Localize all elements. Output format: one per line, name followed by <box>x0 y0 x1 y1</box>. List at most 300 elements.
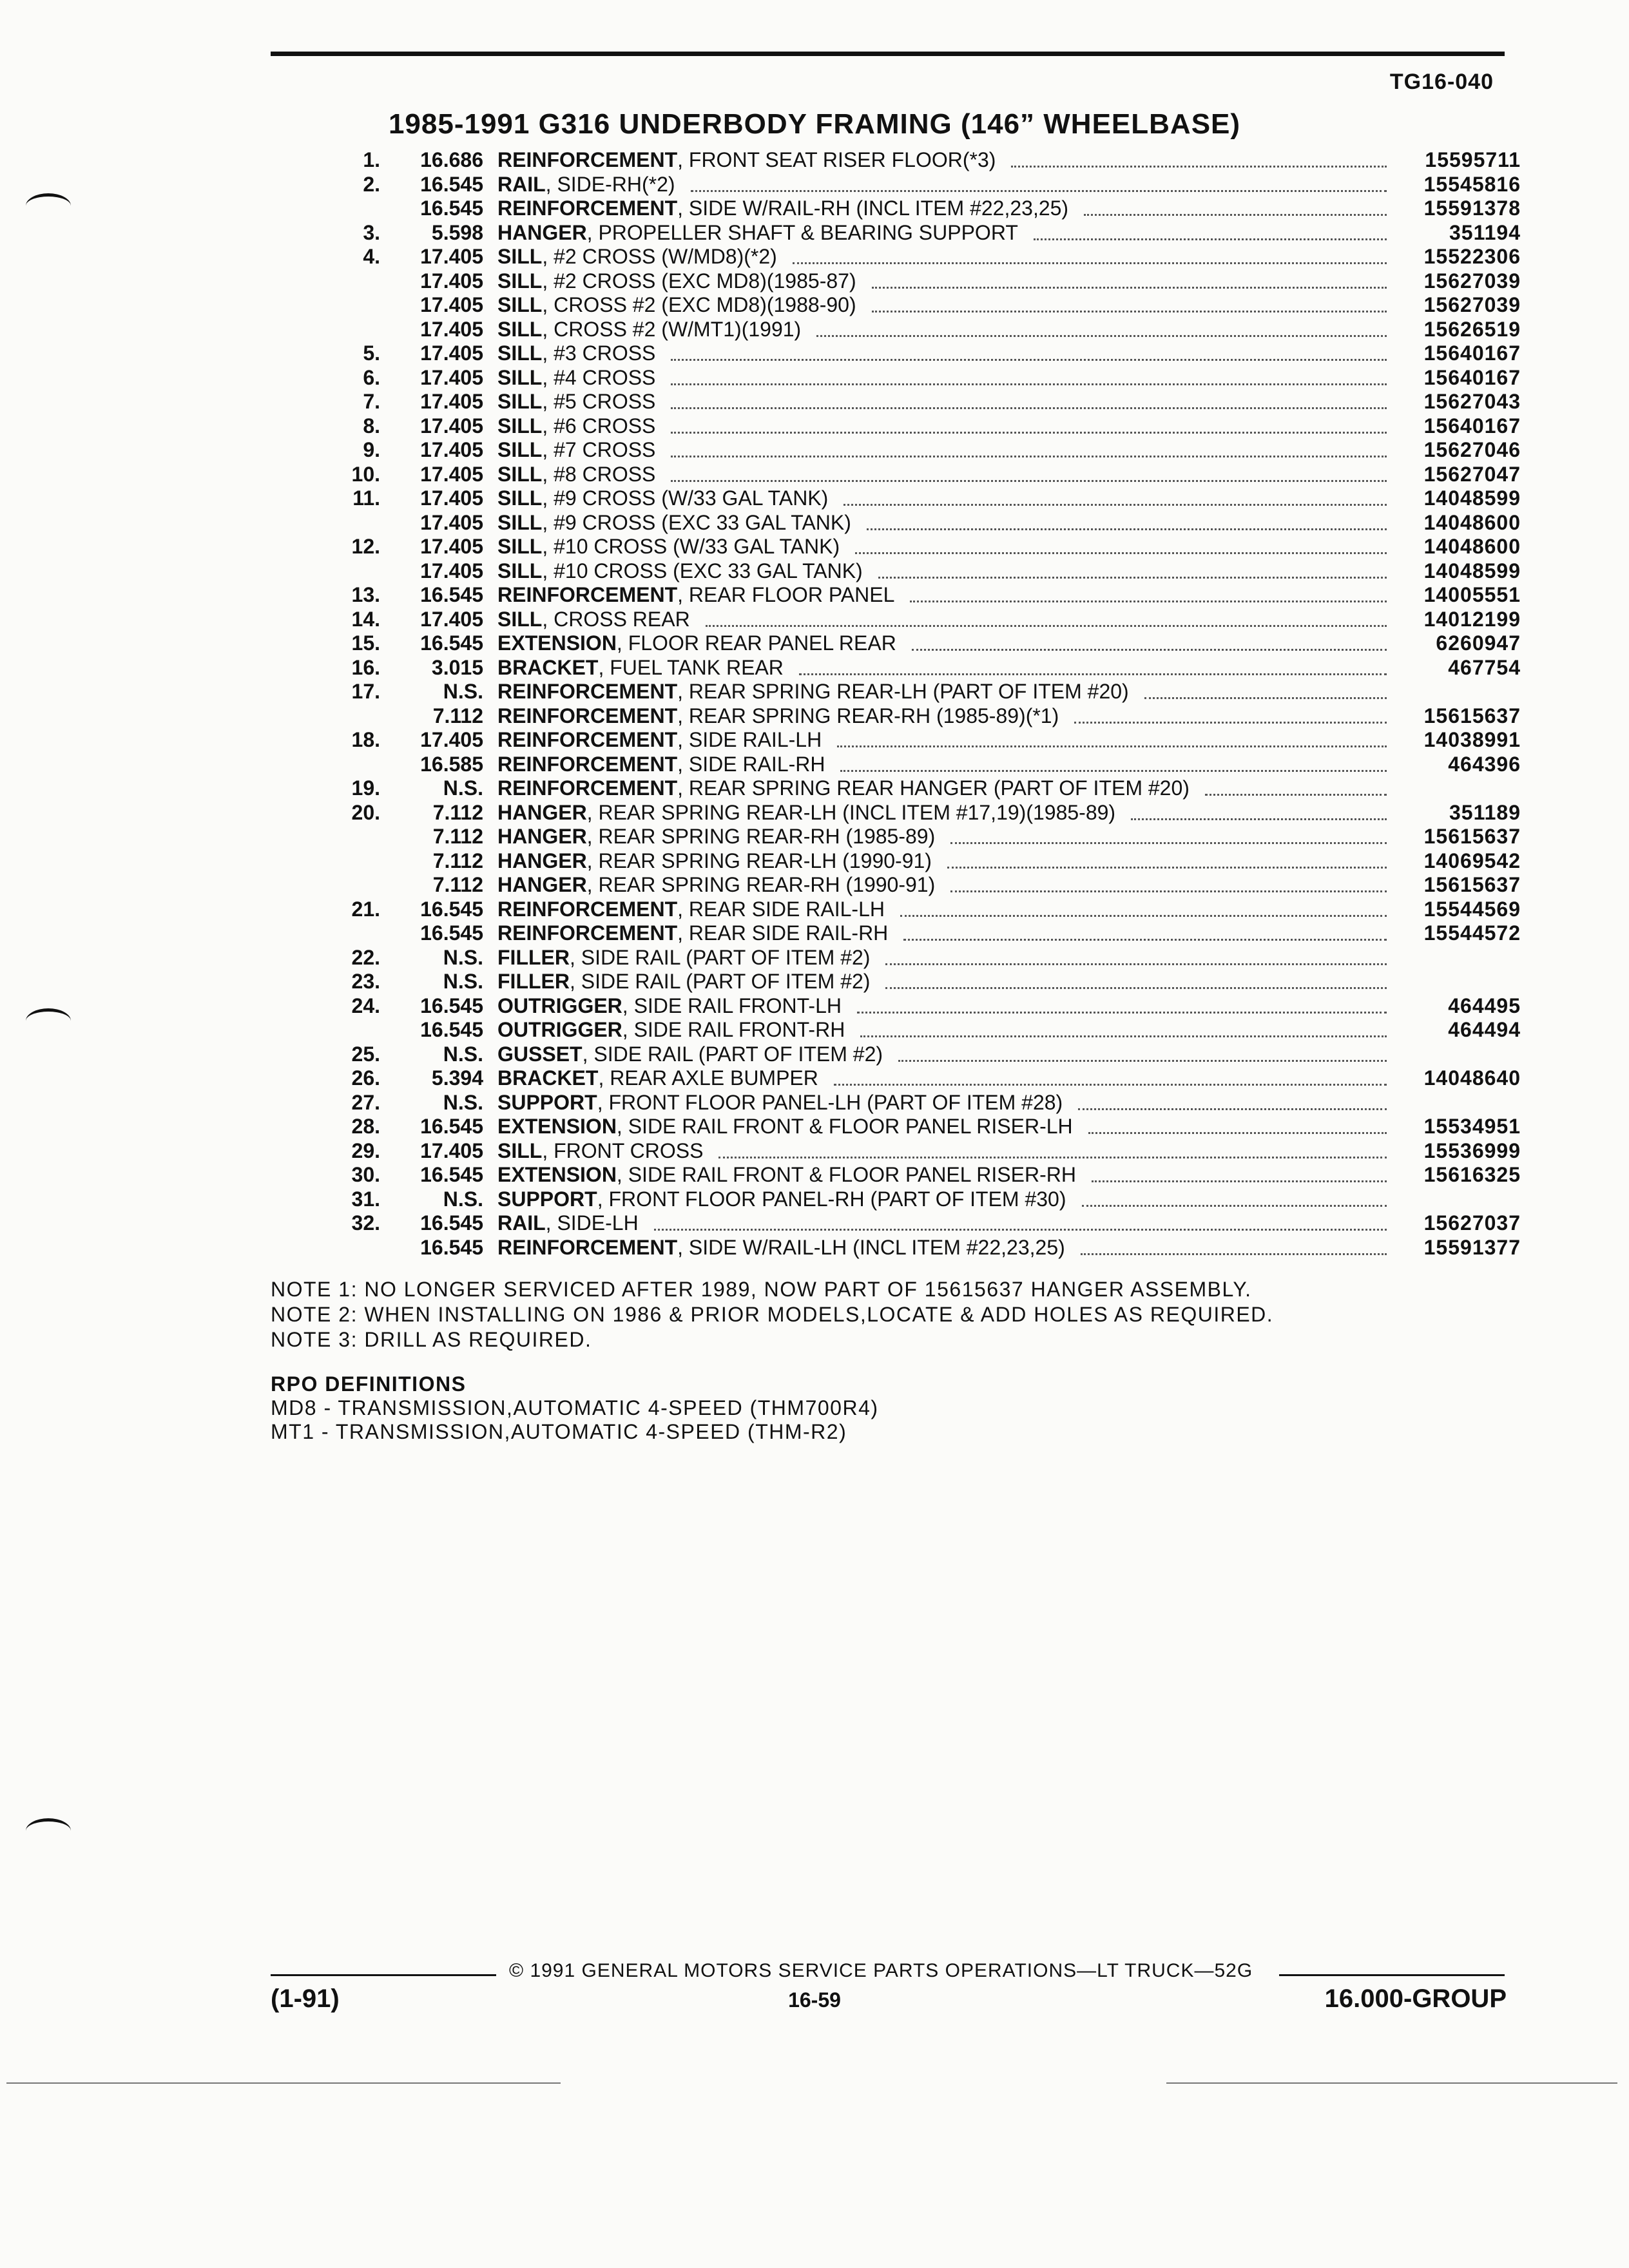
part-description <box>483 776 1398 800</box>
note-2: NOTE 2: WHEN INSTALLING ON 1986 & PRIOR MODELS,LOCATE & ADD HOLES AS REQUIRED. <box>271 1303 1274 1326</box>
part-name: HANGER <box>497 873 587 897</box>
group-number: N.S. <box>443 945 483 969</box>
group-number: 16.545 <box>420 172 483 196</box>
group-number: 16.545 <box>420 1018 483 1042</box>
part-detail: , CROSS #2 (EXC MD8)(1988-90) <box>542 293 856 317</box>
part-row <box>284 994 1521 1019</box>
part-name: OUTRIGGER <box>497 1018 622 1042</box>
part-detail: , SIDE RAIL FRONT-RH <box>622 1018 845 1042</box>
item-number: 14. <box>351 607 380 631</box>
part-detail: , #6 CROSS <box>542 414 656 437</box>
part-number: 14048599 <box>1423 486 1521 510</box>
part-row <box>284 269 1521 294</box>
part-row <box>284 463 1521 487</box>
item-number: 11. <box>352 486 380 510</box>
footer-date: (1-91) <box>271 1984 340 2013</box>
dot-leader <box>1205 794 1387 796</box>
part-name: REINFORCEMENT <box>497 583 678 607</box>
part-name: OUTRIGGER <box>497 994 622 1017</box>
part-description <box>483 801 1398 825</box>
part-description <box>483 197 1398 220</box>
part-row <box>284 583 1521 608</box>
item-number: 10. <box>351 462 380 486</box>
part-name: EXTENSION <box>497 631 617 655</box>
part-detail: , SIDE RAIL FRONT-LH <box>622 994 842 1017</box>
part-number: 15544569 <box>1423 897 1521 921</box>
part-detail: , SIDE RAIL-RH <box>677 752 825 776</box>
dot-leader <box>691 190 1387 192</box>
part-detail: , #10 CROSS (EXC 33 GAL TANK) <box>542 559 863 582</box>
dot-leader <box>872 311 1387 312</box>
part-name: SILL <box>497 486 543 510</box>
part-name: REINFORCEMENT <box>497 148 678 172</box>
part-row <box>284 776 1521 801</box>
part-name: SILL <box>497 293 543 317</box>
part-detail: , REAR SPRING REAR-RH (1990-91) <box>586 873 936 897</box>
group-number: 17.405 <box>420 317 483 341</box>
dot-leader <box>1088 1132 1387 1134</box>
part-name: SILL <box>497 510 543 534</box>
part-row <box>284 245 1521 269</box>
part-detail: , SIDE RAIL FRONT & FLOOR PANEL RISER-RH <box>616 1163 1076 1187</box>
dot-leader <box>1144 697 1387 699</box>
binder-hole-mark <box>26 1818 71 1843</box>
group-number: 7.112 <box>432 704 483 727</box>
part-description <box>483 318 1398 341</box>
part-name: FILLER <box>497 970 570 994</box>
part-description <box>483 898 1398 921</box>
part-number: 14048640 <box>1423 1066 1521 1090</box>
part-number: 15536999 <box>1423 1139 1521 1162</box>
part-description <box>483 559 1398 583</box>
bottom-rule-right <box>1166 2082 1617 2084</box>
part-description <box>483 463 1398 486</box>
part-description <box>483 994 1398 1018</box>
group-number: 16.545 <box>420 1115 483 1139</box>
dot-leader <box>793 262 1387 264</box>
part-description <box>483 173 1398 197</box>
dot-leader <box>816 335 1387 337</box>
dot-leader <box>706 625 1387 627</box>
part-row <box>284 849 1521 874</box>
part-number: 15627037 <box>1423 1211 1521 1235</box>
part-detail: , REAR FLOOR PANEL <box>677 583 895 607</box>
item-number: 21. <box>351 897 380 921</box>
part-detail: , SIDE RAIL (PART OF ITEM #2) <box>569 970 871 994</box>
part-row <box>284 753 1521 777</box>
part-name: REINFORCEMENT <box>497 680 678 704</box>
dot-leader <box>1081 1253 1387 1255</box>
group-number: 16.545 <box>420 631 483 655</box>
group-number: 17.405 <box>420 438 483 462</box>
part-detail: , FRONT CROSS <box>542 1139 704 1162</box>
group-number: 17.405 <box>420 365 483 389</box>
part-row <box>284 559 1521 584</box>
part-name: EXTENSION <box>497 1163 617 1187</box>
part-description <box>483 656 1398 680</box>
dot-leader <box>1078 1108 1387 1110</box>
part-detail: , PROPELLER SHAFT & BEARING SUPPORT <box>586 220 1018 244</box>
part-row <box>284 898 1521 922</box>
part-row <box>284 173 1521 197</box>
part-detail: , FRONT FLOOR PANEL-LH (PART OF ITEM #28) <box>597 1090 1063 1114</box>
dot-leader <box>857 1012 1387 1014</box>
part-detail: , SIDE W/RAIL-LH (INCL ITEM #22,23,25) <box>677 1235 1065 1259</box>
group-number: 16.545 <box>420 583 483 607</box>
part-name: RAIL <box>497 172 546 196</box>
part-row <box>284 535 1521 559</box>
part-description <box>483 608 1398 631</box>
dot-leader <box>1011 166 1387 168</box>
item-number: 1. <box>363 148 380 172</box>
part-name: REINFORCEMENT <box>497 776 678 800</box>
part-row <box>284 148 1521 173</box>
part-detail: , #2 CROSS (EXC MD8)(1985-87) <box>542 269 856 293</box>
part-number: 14048600 <box>1423 510 1521 534</box>
dot-leader <box>799 673 1387 675</box>
part-row <box>284 921 1521 946</box>
item-number: 5. <box>363 341 380 365</box>
part-row <box>284 873 1521 898</box>
part-description <box>483 583 1398 607</box>
part-name: SUPPORT <box>497 1090 597 1114</box>
group-number: 17.405 <box>420 293 483 317</box>
part-description <box>483 341 1398 365</box>
part-number: 15627039 <box>1423 269 1521 293</box>
footer-group: 16.000-GROUP <box>1324 1984 1507 2013</box>
group-number: 5.598 <box>431 220 483 244</box>
dot-leader <box>671 383 1387 385</box>
group-number: 3.015 <box>431 655 483 679</box>
part-number: 15627046 <box>1423 438 1521 462</box>
part-number: 6260947 <box>1436 631 1521 655</box>
item-number: 22. <box>351 945 380 969</box>
dot-leader <box>855 552 1387 554</box>
dot-leader <box>1074 722 1387 724</box>
part-number: 15545816 <box>1423 172 1521 196</box>
part-number: 351189 <box>1449 800 1521 824</box>
group-number: 17.405 <box>420 559 483 582</box>
group-number: 17.405 <box>420 728 483 752</box>
part-row <box>284 318 1521 342</box>
group-number: 17.405 <box>420 486 483 510</box>
dot-leader <box>878 577 1387 579</box>
note-3: NOTE 3: DRILL AS REQUIRED. <box>271 1328 592 1351</box>
part-description <box>483 511 1398 535</box>
part-row <box>284 704 1521 729</box>
dot-leader <box>671 432 1387 434</box>
part-detail: , SIDE-LH <box>545 1211 639 1235</box>
dot-leader <box>671 407 1387 409</box>
part-description <box>483 1211 1398 1235</box>
part-name: SILL <box>497 462 543 486</box>
part-number: 14048599 <box>1423 559 1521 582</box>
group-number: N.S. <box>443 1187 483 1211</box>
part-description <box>483 1066 1398 1090</box>
part-number: 15626519 <box>1423 317 1521 341</box>
part-description <box>483 1018 1398 1042</box>
part-name: GUSSET <box>497 1042 583 1066</box>
item-number: 15. <box>351 631 380 655</box>
group-number: 17.405 <box>420 245 483 269</box>
part-name: SILL <box>497 438 543 462</box>
group-number: 7.112 <box>432 825 483 849</box>
part-row <box>284 1139 1521 1164</box>
part-description <box>483 849 1398 873</box>
part-row <box>284 414 1521 439</box>
part-description <box>483 1187 1398 1211</box>
part-name: REINFORCEMENT <box>497 197 678 220</box>
item-number: 8. <box>363 414 380 437</box>
part-number: 15615637 <box>1423 704 1521 727</box>
part-detail: , #5 CROSS <box>542 390 656 414</box>
part-row <box>284 390 1521 414</box>
footer-rule-right <box>1279 1974 1505 1976</box>
page-code: TG16-040 <box>1389 70 1494 94</box>
part-name: SILL <box>497 607 543 631</box>
item-number: 3. <box>363 220 380 244</box>
group-number: 7.112 <box>432 800 483 824</box>
group-number: 7.112 <box>432 849 483 872</box>
item-number: 32. <box>351 1211 380 1235</box>
part-description <box>483 680 1398 704</box>
part-description <box>483 631 1398 655</box>
part-row <box>284 728 1521 753</box>
part-row <box>284 801 1521 825</box>
dot-leader <box>1131 818 1387 820</box>
part-description <box>483 728 1398 752</box>
part-name: SUPPORT <box>497 1187 597 1211</box>
part-row <box>284 486 1521 511</box>
part-description <box>483 704 1398 728</box>
part-row <box>284 970 1521 994</box>
part-row <box>284 946 1521 970</box>
group-number: N.S. <box>443 1042 483 1066</box>
dot-leader <box>950 890 1387 892</box>
part-detail: , SIDE RAIL (PART OF ITEM #2) <box>582 1042 883 1066</box>
rpo-md8: MD8 - TRANSMISSION,AUTOMATIC 4-SPEED (THM700R4) <box>271 1396 879 1419</box>
item-number: 20. <box>351 800 380 824</box>
part-name: SILL <box>497 1139 543 1162</box>
part-description <box>483 946 1398 970</box>
dot-leader <box>834 1084 1387 1086</box>
part-detail: , SIDE RAIL (PART OF ITEM #2) <box>569 945 871 969</box>
part-detail: , REAR AXLE BUMPER <box>598 1066 818 1090</box>
part-description <box>483 921 1398 945</box>
part-row <box>284 680 1521 704</box>
group-number: 16.545 <box>420 1211 483 1235</box>
item-number: 26. <box>351 1066 380 1090</box>
group-number: N.S. <box>443 1090 483 1114</box>
item-number: 28. <box>351 1115 380 1139</box>
dot-leader <box>1034 238 1387 240</box>
part-name: REINFORCEMENT <box>497 728 678 752</box>
part-name: BRACKET <box>497 1066 599 1090</box>
dot-leader <box>671 456 1387 457</box>
part-number: 464494 <box>1448 1018 1521 1042</box>
group-number: 16.545 <box>420 897 483 921</box>
part-detail: , FRONT SEAT RISER FLOOR(*3) <box>677 148 996 172</box>
part-description <box>483 970 1398 994</box>
part-description <box>483 245 1398 269</box>
part-name: SILL <box>497 535 543 559</box>
part-row <box>284 197 1521 221</box>
binder-hole-mark <box>26 1008 71 1033</box>
rpo-definitions <box>271 1372 879 1444</box>
group-number: N.S. <box>443 680 483 704</box>
part-name: HANGER <box>497 800 587 824</box>
part-description <box>483 269 1398 293</box>
page-title: 1985-1991 G316 UNDERBODY FRAMING (146” WHEELBASE) <box>388 108 1241 140</box>
group-number: N.S. <box>443 776 483 800</box>
part-name: REINFORCEMENT <box>497 1235 678 1259</box>
part-detail: , SIDE RAIL FRONT & FLOOR PANEL RISER-LH <box>616 1115 1073 1139</box>
part-number: 15595711 <box>1425 148 1521 172</box>
part-row <box>284 656 1521 680</box>
part-description <box>483 390 1398 414</box>
part-row <box>284 1066 1521 1091</box>
group-number: 17.405 <box>420 341 483 365</box>
part-row <box>284 1211 1521 1236</box>
part-number: 15522306 <box>1423 245 1521 269</box>
part-detail: , FUEL TANK REAR <box>598 655 784 679</box>
part-row <box>284 1018 1521 1043</box>
parts-list <box>284 148 1521 1260</box>
notes-section <box>271 1277 1273 1352</box>
group-number: 16.686 <box>420 148 483 172</box>
part-name: BRACKET <box>497 655 599 679</box>
rpo-mt1: MT1 - TRANSMISSION,AUTOMATIC 4-SPEED (THM-R2) <box>271 1420 847 1443</box>
part-name: SILL <box>497 365 543 389</box>
part-detail: , REAR SPRING REAR-LH (PART OF ITEM #20) <box>677 680 1129 704</box>
item-number: 9. <box>363 438 380 462</box>
part-name: RAIL <box>497 1211 546 1235</box>
part-name: HANGER <box>497 220 587 244</box>
part-detail: , FLOOR REAR PANEL REAR <box>616 631 896 655</box>
part-detail: , FRONT FLOOR PANEL-RH (PART OF ITEM #30) <box>597 1187 1066 1211</box>
part-name: EXTENSION <box>497 1115 617 1139</box>
dot-leader <box>885 987 1387 989</box>
part-row <box>284 438 1521 463</box>
dot-leader <box>654 1229 1387 1231</box>
part-description <box>483 1139 1398 1163</box>
footer-page-number: 16-59 <box>788 1988 841 2012</box>
item-number: 19. <box>351 776 380 800</box>
part-description <box>483 1163 1398 1187</box>
part-detail: , SIDE W/RAIL-RH (INCL ITEM #22,23,25) <box>677 197 1069 220</box>
dot-leader <box>898 1060 1387 1062</box>
part-detail: , #4 CROSS <box>542 365 656 389</box>
item-number: 7. <box>363 390 380 414</box>
part-description <box>483 825 1398 849</box>
dot-leader <box>903 939 1387 941</box>
group-number: 17.405 <box>420 535 483 559</box>
part-name: SILL <box>497 317 543 341</box>
part-detail: , #3 CROSS <box>542 341 656 365</box>
group-number: 17.405 <box>420 269 483 293</box>
dot-leader <box>1082 1205 1387 1207</box>
part-detail: , REAR SPRING REAR HANGER (PART OF ITEM #20) <box>677 776 1190 800</box>
part-detail: , #9 CROSS (EXC 33 GAL TANK) <box>542 510 851 534</box>
group-number: 16.545 <box>420 1163 483 1187</box>
part-number: 15534951 <box>1423 1115 1521 1139</box>
part-description <box>483 293 1398 317</box>
part-name: SILL <box>497 390 543 414</box>
note-1: NOTE 1: NO LONGER SERVICED AFTER 1989, NOW PART OF 15615637 HANGER ASSEMBLY. <box>271 1278 1252 1301</box>
group-number: 17.405 <box>420 1139 483 1162</box>
part-name: REINFORCEMENT <box>497 897 678 921</box>
part-name: SILL <box>497 559 543 582</box>
part-number: 15640167 <box>1423 365 1521 389</box>
footer-rule-left <box>271 1974 496 1976</box>
rpo-heading: RPO DEFINITIONS <box>271 1372 467 1396</box>
part-description <box>483 221 1398 245</box>
part-detail: , REAR SIDE RAIL-RH <box>677 921 889 945</box>
part-number: 15591377 <box>1423 1235 1521 1259</box>
dot-leader <box>1084 214 1387 216</box>
part-number: 15627043 <box>1423 390 1521 414</box>
part-description <box>483 148 1398 172</box>
part-row <box>284 1163 1521 1187</box>
group-number: 16.545 <box>420 1235 483 1259</box>
dot-leader <box>867 528 1387 530</box>
part-number: 351194 <box>1449 220 1521 244</box>
part-row <box>284 511 1521 535</box>
item-number: 25. <box>351 1042 380 1066</box>
dot-leader <box>910 601 1387 602</box>
item-number: 12. <box>351 535 380 559</box>
item-number: 31. <box>351 1187 380 1211</box>
group-number: 16.545 <box>420 994 483 1017</box>
group-number: 5.394 <box>431 1066 483 1090</box>
part-detail: , CROSS #2 (W/MT1)(1991) <box>542 317 802 341</box>
part-detail: , #7 CROSS <box>542 438 656 462</box>
dot-leader <box>860 1035 1387 1037</box>
item-number: 6. <box>363 365 380 389</box>
part-detail: , CROSS REAR <box>542 607 690 631</box>
group-number: 17.405 <box>420 607 483 631</box>
item-number: 27. <box>351 1090 380 1114</box>
dot-leader <box>837 745 1387 747</box>
dot-leader <box>912 649 1387 651</box>
part-description <box>483 414 1398 438</box>
part-row <box>284 1091 1521 1115</box>
part-name: SILL <box>497 414 543 437</box>
part-detail: , #9 CROSS (W/33 GAL TANK) <box>542 486 829 510</box>
part-row <box>284 293 1521 318</box>
part-number: 15640167 <box>1423 414 1521 437</box>
part-detail: , REAR SPRING REAR-RH (1985-89)(*1) <box>677 704 1059 727</box>
part-number: 467754 <box>1448 655 1521 679</box>
part-number: 14012199 <box>1423 607 1521 631</box>
item-number: 29. <box>351 1139 380 1162</box>
item-number: 18. <box>351 728 380 752</box>
group-number: 16.585 <box>420 752 483 776</box>
part-row <box>284 1187 1521 1212</box>
item-number: 17. <box>351 680 380 704</box>
part-detail: , REAR SIDE RAIL-LH <box>677 897 885 921</box>
dot-leader <box>900 915 1387 917</box>
part-name: HANGER <box>497 825 587 849</box>
part-row <box>284 825 1521 849</box>
part-detail: , REAR SPRING REAR-LH (INCL ITEM #17,19)(1985-89) <box>586 800 1116 824</box>
dot-leader <box>885 963 1387 965</box>
group-number: 17.405 <box>420 414 483 437</box>
part-number: 15627039 <box>1423 293 1521 317</box>
item-number: 4. <box>363 245 380 269</box>
part-number: 14069542 <box>1423 849 1521 872</box>
item-number: 13. <box>351 583 380 607</box>
